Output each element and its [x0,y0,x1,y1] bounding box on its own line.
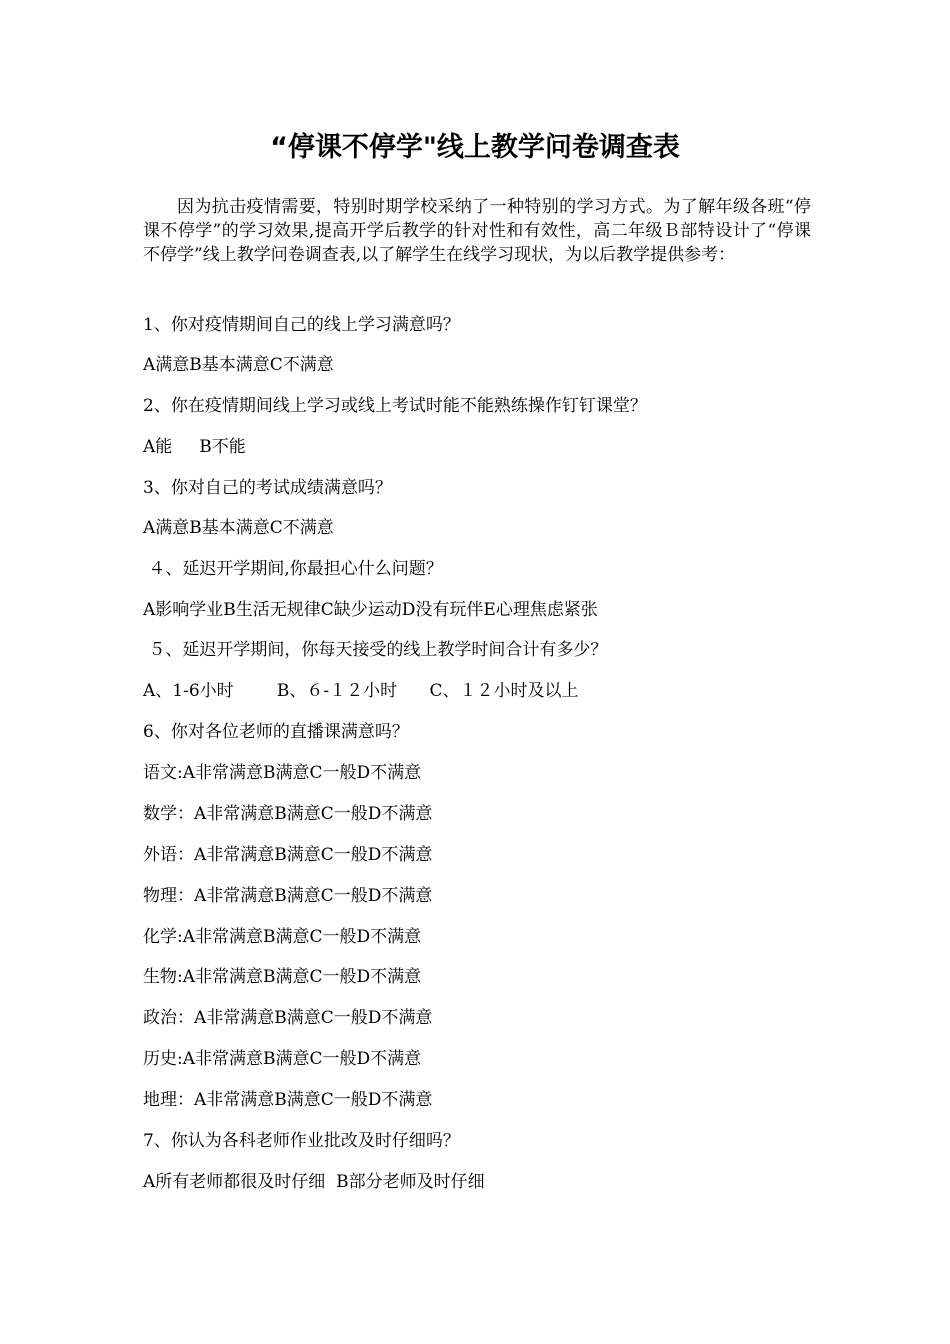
answer-6-history: 历史:A非常满意B满意C一般D不满意 [143,1049,422,1069]
answer-7: A所有老师都很及时仔细 B部分老师及时仔细 [143,1172,485,1192]
answer-6-biology: 生物:A非常满意B满意C一般D不满意 [143,967,422,987]
intro-paragraph: 因为抗击疫情需要，特别时期学校采纳了一种特别的学习方式。为了解年级各班“停课不停学”的学习效果,提高开学后教学的针对性和有效性，高二年级Ｂ部特设计了“停课不停学”线上教学问卷调查表,以了解学生在线学习现状，为以后教学提供参考： [143,197,811,265]
question-7: 7、你认为各科老师作业批改及时仔细吗？ [143,1131,460,1151]
answer-6-chinese: 语文:A非常满意B满意C一般D不满意 [143,763,422,783]
answer-1: A满意B基本满意C不满意 [143,355,334,375]
answer-5: A、1-6小时 B、６-１２小时 C、１２小时及以上 [143,681,579,701]
question-2: 2、你在疫情期间线上学习或线上考试时能不能熟练操作钉钉课堂？ [143,396,647,416]
answer-3: A满意B基本满意C不满意 [143,518,334,538]
answer-6-politics: 政治：A非常满意B满意C一般D不满意 [143,1008,433,1028]
answer-6-math: 数学：A非常满意B满意C一般D不满意 [143,804,433,824]
document-title: “停课不停学"线上教学问卷调查表 [270,132,680,163]
answer-2: A能 B不能 [143,437,246,457]
question-4: ４、延迟开学期间,你最担心什么问题？ [143,559,443,579]
answer-6-chemistry: 化学:A非常满意B满意C一般D不满意 [143,927,422,947]
question-3: 3、你对自己的考试成绩满意吗？ [143,478,392,498]
question-6: 6、你对各位老师的直播课满意吗？ [143,722,409,742]
answer-6-geography: 地理：A非常满意B满意C一般D不满意 [143,1090,433,1110]
question-1: 1、你对疫情期间自己的线上学习满意吗？ [143,315,460,335]
answer-4: A影响学业B生活无规律C缺少运动D没有玩伴E心理焦虑紧张 [143,600,598,620]
answer-6-english: 外语：A非常满意B满意C一般D不满意 [143,845,433,865]
answer-6-physics: 物理：A非常满意B满意C一般D不满意 [143,886,433,906]
question-5: ５、延迟开学期间，你每天接受的线上教学时间合计有多少？ [143,640,608,660]
